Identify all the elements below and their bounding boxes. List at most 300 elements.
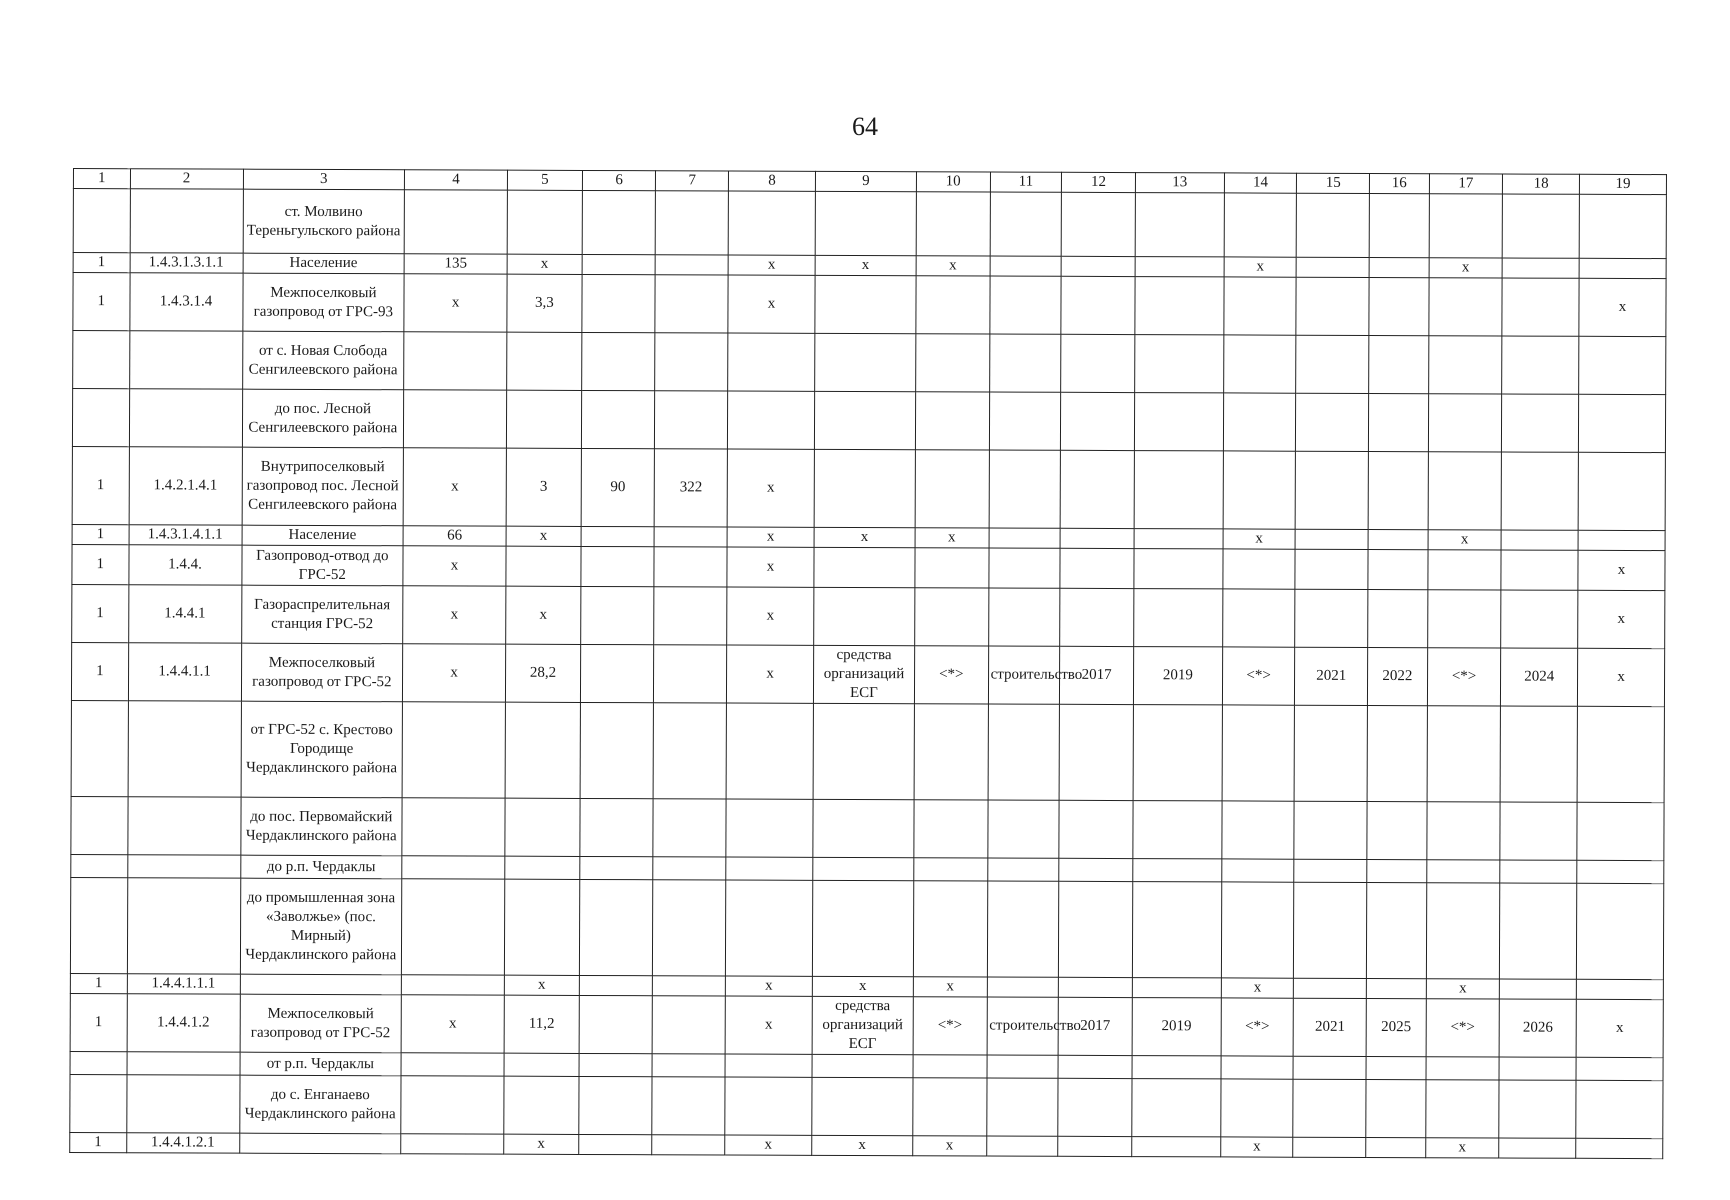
table-cell-col-8: х	[727, 645, 814, 703]
table-cell-col-11	[987, 881, 1059, 977]
table-row	[71, 700, 1664, 802]
table-cell-col-1	[71, 700, 128, 796]
table-cell-col-16: 2025	[1366, 998, 1426, 1056]
table-cell-col-17	[1425, 1080, 1499, 1138]
table-cell-col-12	[1060, 588, 1134, 646]
table-cell-col-15	[1293, 1137, 1366, 1157]
table-cell-col-11	[989, 276, 1061, 334]
table-cell-col-11	[988, 588, 1060, 646]
table-cell-col-7	[655, 391, 728, 449]
table-cell-col-3: от р.п. Чердаклы	[240, 1052, 402, 1076]
table-cell-col-6	[581, 390, 655, 448]
column-number-8: 8	[729, 171, 816, 191]
table-cell-col-14	[1222, 589, 1295, 647]
table-cell-col-19: х	[1578, 648, 1665, 706]
table-cell-col-15	[1295, 549, 1368, 589]
table-cell-col-15	[1296, 277, 1369, 335]
table-cell-col-18	[1499, 1080, 1576, 1138]
table-cell-col-18	[1502, 258, 1579, 278]
table-cell-col-14: х	[1224, 257, 1297, 277]
table-cell-col-2	[127, 878, 240, 974]
table-cell-col-8	[728, 191, 815, 255]
table-cell-col-13	[1134, 451, 1223, 529]
table-cell-col-15	[1294, 978, 1367, 998]
table-cell-col-4: 66	[403, 526, 506, 546]
table-cell-col-11	[989, 528, 1061, 548]
table-cell-col-18	[1503, 194, 1580, 258]
table-cell-col-14: <*>	[1221, 998, 1294, 1056]
table-cell-col-10	[913, 881, 987, 977]
table-cell-col-19: х	[1578, 550, 1665, 590]
table-cell-col-5	[507, 190, 582, 254]
table-cell-col-10: х	[915, 528, 989, 548]
table-cell-col-12: 2017	[1058, 997, 1132, 1055]
table-cell-col-1	[70, 877, 127, 973]
table-row	[70, 993, 1663, 1057]
table-cell-col-17	[1428, 336, 1502, 394]
table-cell-col-2	[127, 1052, 240, 1075]
table-cell-col-16: 2022	[1368, 647, 1428, 705]
table-cell-col-15	[1293, 1079, 1366, 1137]
table-cell-col-14	[1223, 335, 1296, 393]
table-cell-col-4	[402, 879, 505, 975]
table-cell-col-8	[728, 333, 815, 391]
table-cell-col-17: <*>	[1427, 648, 1501, 706]
table-cell-col-8	[725, 1077, 812, 1135]
table-cell-col-1: 1	[70, 1132, 127, 1152]
column-number-1: 1	[73, 169, 130, 189]
table-cell-col-17: <*>	[1426, 999, 1500, 1057]
table-cell-col-9: средства организаций ЕСГ	[813, 645, 914, 703]
table-cell-col-5	[504, 1053, 579, 1076]
table-cell-col-1	[71, 854, 128, 877]
table-cell-col-12	[1061, 256, 1135, 276]
table-cell-col-18	[1500, 883, 1577, 979]
table-cell-col-1	[72, 389, 129, 447]
table-cell-col-3: от ГРС-52 с. Крестово Городище Чердаклинского района	[241, 701, 403, 798]
table-cell-col-15	[1296, 335, 1369, 393]
table-cell-col-7	[655, 527, 728, 547]
table-row	[72, 544, 1665, 590]
table-cell-col-16	[1367, 705, 1427, 801]
table-cell-col-17	[1426, 1057, 1500, 1080]
table-cell-col-3: Население	[243, 253, 405, 274]
table-cell-col-15	[1293, 1056, 1366, 1079]
table-cell-col-4: х	[403, 546, 506, 586]
table-cell-col-5	[507, 390, 582, 448]
table-cell-col-9: х	[814, 527, 915, 547]
table-cell-col-7	[653, 857, 726, 880]
table-cell-col-15	[1294, 882, 1367, 978]
table-cell-col-6	[582, 190, 656, 254]
table-cell-col-10	[913, 1078, 987, 1136]
table-cell-col-19	[1576, 979, 1663, 999]
table-cell-col-1	[70, 1051, 127, 1074]
table-cell-col-18	[1499, 1057, 1576, 1080]
table-cell-col-3: Межпоселковый газопровод от ГРС-93	[242, 273, 404, 332]
table-cell-col-15	[1294, 859, 1367, 882]
table-cell-col-19	[1576, 1080, 1663, 1138]
table-cell-col-7	[653, 880, 726, 976]
table-cell-col-10	[915, 392, 989, 450]
table-cell-col-12	[1060, 450, 1134, 528]
table-cell-col-3: Население	[242, 525, 404, 546]
table-cell-col-18	[1499, 1138, 1576, 1158]
table-cell-col-13	[1133, 801, 1222, 859]
table-cell-col-11	[986, 1136, 1058, 1156]
table-cell-col-8: х	[727, 587, 814, 645]
table-cell-col-13	[1134, 393, 1223, 451]
table-cell-col-16	[1369, 193, 1429, 257]
table-cell-col-6	[579, 1076, 653, 1134]
table-cell-col-10	[915, 588, 989, 646]
table-cell-col-17: х	[1426, 979, 1500, 999]
table-cell-col-16	[1368, 451, 1428, 529]
table-cell-col-19	[1576, 1057, 1663, 1080]
table-cell-col-12	[1061, 392, 1135, 450]
table-cell-col-12	[1061, 192, 1135, 256]
table-cell-col-1	[71, 796, 128, 854]
table-cell-col-14	[1222, 859, 1295, 882]
table-cell-col-16	[1369, 277, 1429, 335]
table-cell-col-15: 2021	[1295, 647, 1368, 705]
table-cell-col-13	[1132, 978, 1221, 998]
table-cell-col-11	[988, 548, 1060, 588]
table-cell-col-10	[914, 704, 988, 800]
table-cell-col-8	[726, 857, 813, 880]
table-cell-col-2: 1.4.4.1.1.1	[127, 974, 240, 994]
table-cell-col-7	[653, 996, 726, 1054]
table-cell-col-12	[1059, 800, 1133, 858]
table-cell-col-12	[1059, 977, 1133, 997]
table-cell-col-2: 1.4.3.1.4.1.1	[129, 525, 242, 545]
table-cell-col-16	[1366, 978, 1426, 998]
table-cell-col-12	[1058, 1078, 1132, 1136]
table-cell-col-19	[1579, 194, 1666, 258]
table-row	[73, 331, 1666, 395]
table-cell-col-3: ст. Молвино Тереньгульского района	[243, 189, 405, 254]
table-cell-col-14	[1224, 277, 1297, 335]
table-cell-col-19	[1576, 883, 1663, 979]
table-cell-col-13: 2019	[1132, 998, 1221, 1056]
table-cell-col-10	[913, 1055, 987, 1078]
table-cell-col-18	[1501, 550, 1578, 590]
table-cell-col-4: х	[403, 644, 506, 702]
table-cell-col-5: х	[504, 1134, 579, 1154]
table-cell-col-13	[1134, 549, 1223, 589]
table-cell-col-8: х	[725, 976, 812, 996]
table-cell-col-17	[1429, 194, 1503, 258]
table-cell-col-19: х	[1579, 278, 1666, 336]
table-cell-col-8	[726, 880, 813, 976]
table-cell-col-10	[914, 800, 988, 858]
table-cell-col-19: х	[1578, 590, 1665, 648]
table-cell-col-6	[581, 546, 655, 586]
table-cell-col-6: 90	[581, 448, 655, 526]
table-row	[70, 877, 1663, 979]
table-cell-col-3: Газораспрелительная станция ГРС-52	[241, 585, 403, 644]
table-cell-col-12	[1059, 881, 1133, 977]
table-cell-col-2: 1.4.4.1.2	[127, 994, 240, 1052]
table-cell-col-3: Межпоселковый газопровод от ГРС-52	[241, 643, 403, 702]
table-cell-col-13	[1134, 529, 1223, 549]
table-cell-col-6	[581, 526, 655, 546]
table-cell-col-16	[1366, 1079, 1426, 1137]
table-cell-col-7	[654, 645, 727, 703]
table-cell-col-7	[654, 587, 727, 645]
table-cell-col-7	[653, 799, 726, 857]
table-cell-col-12: 2017	[1060, 646, 1134, 704]
table-cell-col-9	[813, 799, 914, 857]
table-cell-col-8: х	[728, 255, 815, 275]
table-cell-col-2: 1.4.3.1.4	[129, 273, 242, 331]
table-cell-col-4	[401, 975, 504, 995]
table-cell-col-11	[987, 858, 1059, 881]
column-number-16: 16	[1370, 173, 1430, 193]
table-cell-col-2: 1.4.4.	[128, 545, 241, 585]
table-cell-col-1: 1	[71, 642, 128, 700]
table-cell-col-14	[1222, 705, 1295, 801]
table-cell-col-8: х	[727, 449, 814, 527]
table-cell-col-2: 1.4.3.1.3.1.1	[130, 253, 243, 273]
table-cell-col-6	[579, 975, 653, 995]
table-cell-col-3: до пос. Лесной Сенгилеевского района	[242, 389, 404, 448]
table-cell-col-5: х	[506, 526, 581, 546]
table-cell-col-18	[1500, 860, 1577, 883]
table-cell-col-13	[1134, 589, 1223, 647]
table-cell-col-9	[812, 1077, 913, 1135]
table-cell-col-3	[239, 1133, 401, 1154]
table-cell-col-5	[504, 1076, 579, 1134]
table-cell-col-11	[989, 450, 1061, 528]
table-cell-col-7	[652, 1077, 725, 1135]
table-cell-col-17	[1427, 706, 1501, 802]
table-cell-col-19	[1578, 530, 1665, 550]
column-number-13: 13	[1135, 173, 1224, 193]
table-cell-col-18: 2024	[1501, 648, 1578, 706]
table-cell-col-11	[986, 1078, 1058, 1136]
column-number-14: 14	[1224, 173, 1297, 193]
table-cell-col-11	[987, 1055, 1059, 1078]
table-cell-col-4	[402, 798, 505, 856]
table-cell-col-17	[1427, 802, 1501, 860]
table-cell-col-9	[814, 391, 915, 449]
table-cell-col-1: 1	[70, 993, 127, 1051]
table-cell-col-9	[815, 275, 916, 333]
table-cell-col-16	[1367, 882, 1427, 978]
table-cell-col-11	[989, 392, 1061, 450]
table-cell-col-6	[579, 1053, 653, 1076]
table-cell-col-9: средства организаций ЕСГ	[812, 996, 913, 1054]
table-cell-col-2	[126, 1075, 239, 1133]
table-cell-col-8	[725, 1054, 812, 1077]
table-cell-col-13	[1132, 1056, 1221, 1079]
table-cell-col-2: 1.4.4.1.2.1	[126, 1133, 239, 1153]
table-cell-col-10: <*>	[913, 997, 987, 1055]
table-row	[71, 642, 1664, 706]
table-cell-col-3: от с. Новая Слобода Сенгилеевского района	[242, 331, 404, 390]
table-cell-col-9: х	[812, 1135, 913, 1155]
table-cell-col-4: х	[401, 995, 504, 1053]
table-cell-col-7	[655, 275, 728, 333]
table-cell-col-5	[505, 798, 580, 856]
table-cell-col-16	[1366, 1137, 1426, 1157]
table-cell-col-5: 3,3	[507, 274, 582, 332]
table-cell-col-4	[401, 1076, 504, 1134]
table-cell-col-10	[916, 276, 990, 334]
table-cell-col-3: до пос. Первомайский Чердаклинского района	[240, 797, 402, 856]
table-cell-col-9	[813, 703, 914, 799]
table-cell-col-16	[1369, 335, 1429, 393]
table-cell-col-17	[1428, 550, 1502, 590]
table-cell-col-9	[815, 191, 916, 255]
table-cell-col-6	[580, 856, 654, 879]
table-cell-col-6	[580, 586, 654, 644]
table-row	[71, 796, 1664, 860]
table-cell-col-18: 2026	[1499, 999, 1576, 1057]
table-cell-col-3: до р.п. Чердаклы	[240, 855, 402, 879]
table-cell-col-10: х	[916, 256, 990, 276]
table-cell-col-16	[1367, 859, 1427, 882]
table-cell-col-15	[1295, 705, 1368, 801]
table-cell-col-1: 1	[72, 544, 129, 584]
table-cell-col-14	[1222, 801, 1295, 859]
table-row	[70, 1074, 1663, 1138]
table-cell-col-15	[1295, 589, 1368, 647]
table-cell-col-3	[240, 974, 402, 995]
table-cell-col-10	[916, 192, 990, 256]
table-cell-col-11: строительство	[988, 646, 1060, 704]
column-number-17: 17	[1429, 174, 1503, 194]
table-cell-col-7	[654, 547, 727, 587]
table-cell-col-8	[726, 703, 813, 799]
table-cell-col-5: х	[506, 586, 581, 644]
table-cell-col-16	[1368, 589, 1428, 647]
column-number-2: 2	[130, 169, 243, 189]
table-cell-col-17: х	[1428, 530, 1502, 550]
table-cell-col-6	[582, 274, 656, 332]
table-cell-col-10: х	[913, 1136, 987, 1156]
table-cell-col-13	[1135, 335, 1224, 393]
table-cell-col-17	[1426, 883, 1500, 979]
table-cell-col-19	[1578, 394, 1665, 452]
table-cell-col-6	[579, 879, 653, 975]
column-number-4: 4	[405, 170, 508, 190]
table-cell-col-6	[579, 995, 653, 1053]
table-cell-col-11	[990, 256, 1062, 276]
table-cell-col-4	[404, 190, 507, 254]
table-cell-col-19	[1577, 860, 1664, 883]
table-cell-col-12	[1061, 276, 1135, 334]
table-cell-col-8: х	[727, 547, 814, 587]
table-cell-col-12	[1058, 1136, 1132, 1156]
table-cell-col-13	[1132, 882, 1221, 978]
table-cell-col-18	[1502, 394, 1579, 452]
table-cell-col-2: 1.4.4.1	[128, 585, 241, 643]
table-cell-col-10	[915, 548, 989, 588]
table-cell-col-15	[1295, 529, 1368, 549]
table-cell-col-8	[728, 391, 815, 449]
table-cell-col-3: до с. Енганаево Чердаклинского района	[239, 1075, 401, 1134]
table-cell-col-14: х	[1223, 529, 1296, 549]
table-cell-col-18	[1501, 530, 1578, 550]
table-cell-col-1	[73, 331, 130, 389]
table-cell-col-4	[402, 702, 505, 798]
table-cell-col-5: х	[507, 254, 582, 274]
table-cell-col-1	[70, 1074, 127, 1132]
table-cell-col-12	[1060, 528, 1134, 548]
table-cell-col-16	[1369, 257, 1429, 277]
table-cell-col-7	[653, 976, 726, 996]
table-cell-col-4	[401, 1134, 504, 1154]
table-cell-col-9	[814, 547, 915, 587]
table-cell-col-2	[129, 331, 242, 389]
table-cell-col-2	[127, 797, 240, 855]
column-number-18: 18	[1503, 174, 1580, 194]
table-cell-col-16	[1366, 1056, 1426, 1079]
column-number-9: 9	[815, 171, 916, 191]
table-cell-col-4	[404, 332, 507, 390]
table-cell-col-14: <*>	[1222, 647, 1295, 705]
table-cell-col-17: х	[1429, 258, 1503, 278]
column-number-10: 10	[916, 172, 990, 192]
table-cell-col-9	[815, 333, 916, 391]
table-cell-col-18	[1500, 979, 1577, 999]
table-cell-col-15	[1297, 193, 1370, 257]
table-cell-col-3: Газопровод-отвод до ГРС-52	[241, 545, 403, 586]
table-cell-col-14	[1223, 451, 1296, 529]
table-cell-col-13	[1135, 277, 1224, 335]
table-cell-col-15	[1296, 393, 1369, 451]
table-cell-col-13	[1135, 193, 1224, 257]
table-cell-col-16	[1368, 549, 1428, 589]
table-cell-col-17	[1428, 452, 1502, 530]
table-cell-col-9: х	[812, 976, 913, 996]
table-cell-col-19: х	[1576, 999, 1663, 1057]
table-cell-col-14	[1224, 193, 1297, 257]
table-cell-col-3: до промышленная зона «Заволжье» (пос. Мирный) Чердаклинского района	[240, 878, 402, 975]
table-cell-col-1: 1	[72, 446, 129, 524]
table-cell-col-7	[656, 191, 729, 255]
column-number-19: 19	[1579, 174, 1666, 194]
table-cell-col-16	[1367, 801, 1427, 859]
column-number-6: 6	[582, 170, 656, 190]
table-cell-col-14: х	[1221, 978, 1294, 998]
table-cell-col-12	[1059, 858, 1133, 881]
table-cell-col-19	[1578, 452, 1665, 530]
table-cell-col-4: х	[403, 586, 506, 644]
table-cell-col-14	[1223, 549, 1296, 589]
table-cell-col-4: 135	[404, 254, 507, 274]
table-cell-col-18	[1501, 590, 1578, 648]
table-cell-col-8: х	[728, 275, 815, 333]
table-cell-col-12	[1058, 1055, 1132, 1078]
table-cell-col-13: 2019	[1133, 647, 1222, 705]
table-cell-col-7	[652, 1054, 725, 1077]
table-cell-col-4: х	[404, 274, 507, 332]
table-cell-col-12	[1059, 704, 1133, 800]
table-cell-col-2	[128, 701, 241, 797]
table-cell-col-13	[1133, 705, 1222, 801]
table-cell-col-1	[73, 189, 130, 253]
column-number-11: 11	[990, 172, 1062, 192]
table-cell-col-8: х	[727, 527, 814, 547]
table-cell-col-18	[1502, 278, 1579, 336]
table-cell-col-9	[814, 587, 915, 645]
document-table	[69, 168, 1667, 1159]
table-cell-col-17	[1429, 278, 1503, 336]
table-cell-col-16	[1368, 529, 1428, 549]
